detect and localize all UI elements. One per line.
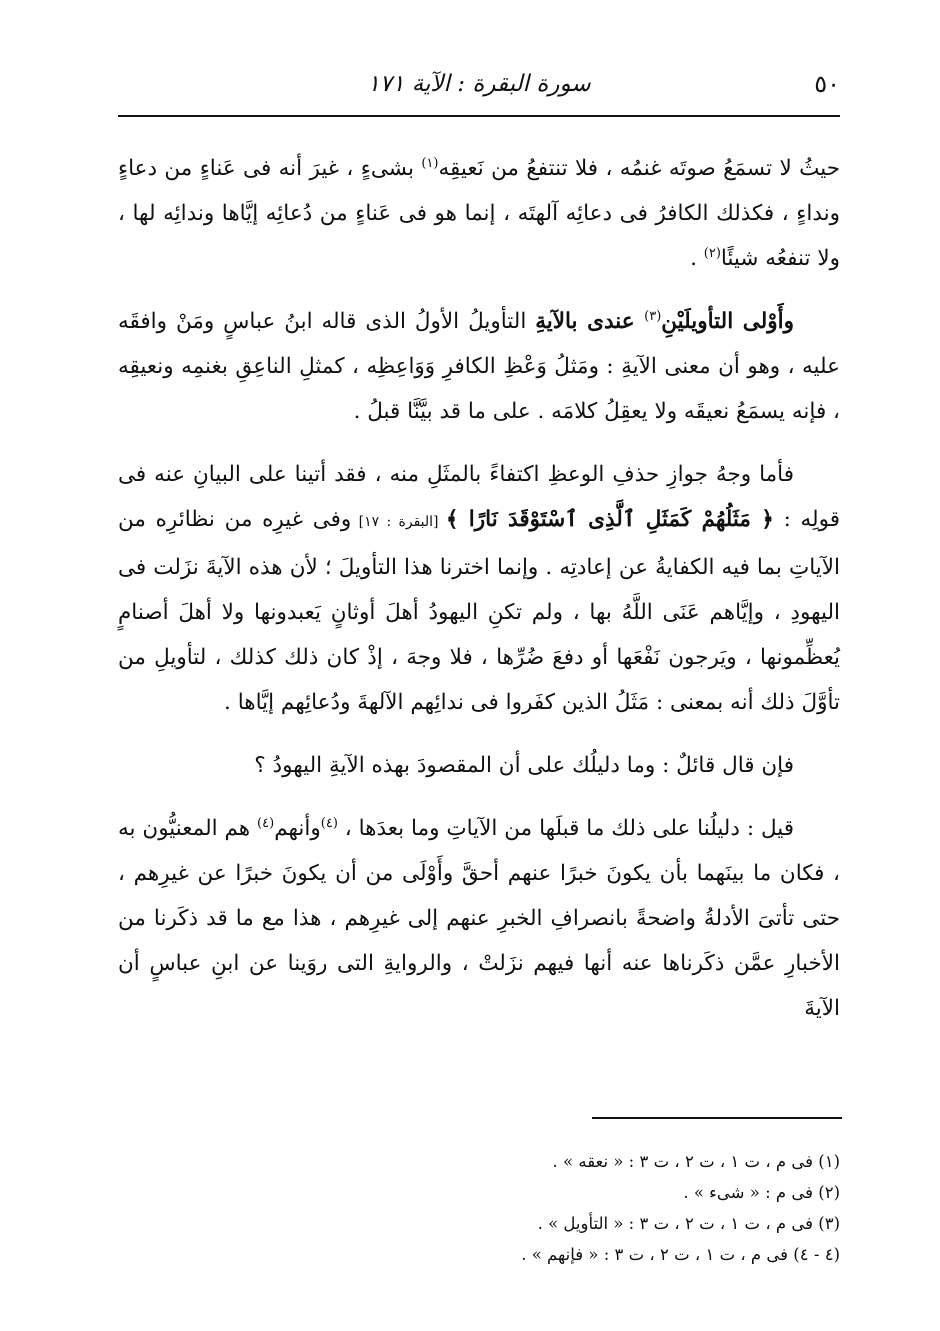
p5-text-c: هم المعنيُّون به ، فكان ما بينَهما بأن يكونَ خبرًا عنهم أحقَّ وأَوْلَى من أن يكونَ خبرًا عن غيرِهم ، حتى تأتىَ الأدلةُ واضحةً بانصرافِ الخبرِ عنهم إلى غيرِهم ، هذا مع ما قد ذكَرنا من الأخبارِ عمَّن ذكَرناها عنه أنها فيهم نزَلتْ ، والروايةِ التى روَينا عن ابنِ عباسٍ أن الآيةَ bbox=[118, 816, 840, 1021]
quran-citation: [البقرة : ١٧] bbox=[351, 514, 446, 530]
page-number: ٥٠ bbox=[814, 70, 840, 98]
footnote-2: (٢) فى م : « شىء » . bbox=[683, 1183, 840, 1202]
p2-bold-lead: وأَوْلى التأويلَيْنِ bbox=[661, 309, 794, 334]
paragraph-5 bbox=[118, 806, 840, 1031]
paragraph-3 bbox=[118, 452, 840, 725]
main-text bbox=[118, 146, 840, 1049]
p3-text-a: فأما وجهُ جوازِ حذفِ الوعظِ اكتفاءً بالمثَلِ منه ، فقد أتينا على البيانِ عنه فى قولِه : bbox=[118, 462, 840, 532]
footnote-3: (٣) فى م ، ت ١ ، ت ٢ ، ت ٣ : « التأويل » . bbox=[537, 1214, 840, 1233]
paragraph-2 bbox=[118, 299, 840, 434]
quran-quote: ﴿ مَثَلُهُمْ كَمَثَلِ ٱلَّذِى ٱسْتَوْقَدَ نَارًا ﴾ bbox=[445, 507, 774, 532]
paragraph-4 bbox=[118, 743, 840, 788]
footnote-ref-1: (١) bbox=[421, 155, 439, 171]
header-rule bbox=[118, 115, 840, 117]
footnote-4: (٤ - ٤) فى م ، ت ١ ، ت ٢ ، ت ٣ : « فإنهم » . bbox=[521, 1245, 840, 1264]
p2-text: التأويلُ الأولُ الذى قاله ابنُ عباسٍ ومَنْ وافقَه عليه ، وهو أن معنى الآيةِ : ومَثلُ وَعْظِ الكافرِ وَوَاعِظِه ، كمثلِ الناعِقِ بغنمِه ونعيقِه ، فإنه يسمَعُ نعيقَه ولا يعقِلُ كلامَه . على ما قد بيَّنَّا قبلُ . bbox=[118, 309, 840, 424]
footnote-rule bbox=[592, 1117, 842, 1119]
page-header bbox=[118, 66, 840, 102]
footnote-ref-3: (٣) bbox=[644, 308, 662, 324]
p1-text-a: حيثُ لا تسمَعُ صوتَه غنمُه ، فلا تنتفعُ من نَعيقِه bbox=[438, 156, 840, 181]
running-title: سورة البقرة : الآية ١٧١ bbox=[367, 71, 591, 97]
p5-text-a: قيل : دليلُنا على ذلك ما قبلَها من الآياتِ وما بعدَها ، bbox=[337, 816, 795, 841]
p1-text-b: بشىءٍ ، غيرَ أنه فى عَناءٍ من دعاءٍ ونداءٍ ، فكذلك الكافرُ فى دعائِه آلهتَه ، إنما هو فى عَناءٍ من دُعائِه إيَّاها وندائِه لها ، ولا تنفعُه شيئًا bbox=[118, 156, 840, 271]
p1-text-c: . bbox=[690, 246, 704, 271]
p5-text-b: وأنهم bbox=[274, 816, 321, 841]
footnote-ref-4-close: (٤) bbox=[257, 815, 275, 831]
p4-text: فإن قال قائلٌ : وما دليلُك على أن المقصودَ بهذه الآيةِ اليهودُ ؟ bbox=[254, 753, 794, 778]
paragraph-1 bbox=[118, 146, 840, 281]
footnote-ref-2: (٢) bbox=[703, 245, 721, 261]
footnote-ref-4-open: (٤) bbox=[320, 815, 338, 831]
p3-text-b: وفى غيرِه من نظائرِه من الآياتِ بما فيه الكفايةُ عن إعادتِه . وإنما اخترنا هذا التأويلَ ؛ لأن هذه الآيةَ نزَلت فى اليهودِ ، وإيَّاهم عَنَى اللَّهُ بها ، ولم تكنِ اليهودُ أهلَ أوثانٍ يَعبدونها ولا أهلَ أصنامٍ يُعظِّمونها ، ويَرجون نَفْعَها أو دفعَ ضُرِّها ، فلا وجهَ ، إذْ كان ذلك كذلك ، لتأويلِ من تأوَّلَ ذلك أنه بمعنى : مَثَلُ الذين كفَروا فى ندائِهم الآلهةَ ودُعائِهم إيَّاها . bbox=[118, 507, 840, 715]
footnote-1: (١) فى م ، ت ١ ، ت ٢ ، ت ٣ : « نعقه » . bbox=[552, 1152, 840, 1171]
p2-bold-lead-2: عندى بالآيةِ bbox=[535, 309, 645, 334]
footnotes bbox=[118, 1146, 840, 1270]
